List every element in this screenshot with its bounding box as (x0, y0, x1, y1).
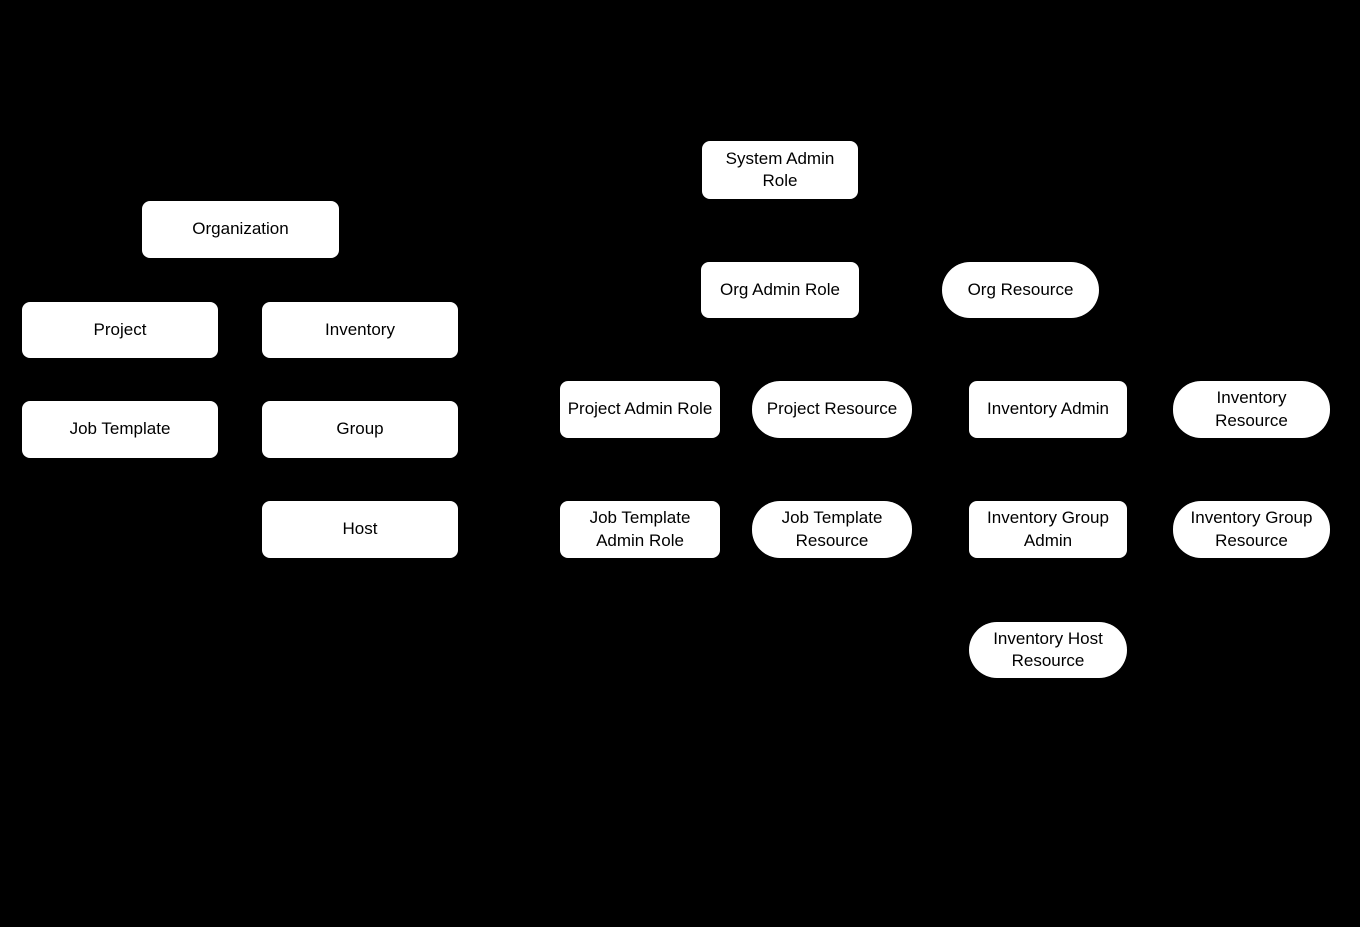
node-job-template: Job Template (22, 401, 218, 458)
node-inventory-group-admin: Inventory Group Admin (969, 501, 1127, 558)
node-project-resource: Project Resource (752, 381, 912, 438)
node-org-admin-role: Org Admin Role (701, 262, 859, 318)
node-inventory-admin: Inventory Admin (969, 381, 1127, 438)
node-inventory-host-resource: Inventory Host Resource (969, 622, 1127, 678)
node-group: Group (262, 401, 458, 458)
node-system-admin-role: System Admin Role (702, 141, 858, 199)
node-project: Project (22, 302, 218, 358)
node-organization: Organization (142, 201, 339, 258)
node-host: Host (262, 501, 458, 558)
node-job-template-resource: Job Template Resource (752, 501, 912, 558)
node-project-admin-role: Project Admin Role (560, 381, 720, 438)
node-inventory-resource: Inventory Resource (1173, 381, 1330, 438)
node-org-resource: Org Resource (942, 262, 1099, 318)
node-inventory: Inventory (262, 302, 458, 358)
node-inventory-group-resource: Inventory Group Resource (1173, 501, 1330, 558)
node-job-template-admin-role: Job Template Admin Role (560, 501, 720, 558)
